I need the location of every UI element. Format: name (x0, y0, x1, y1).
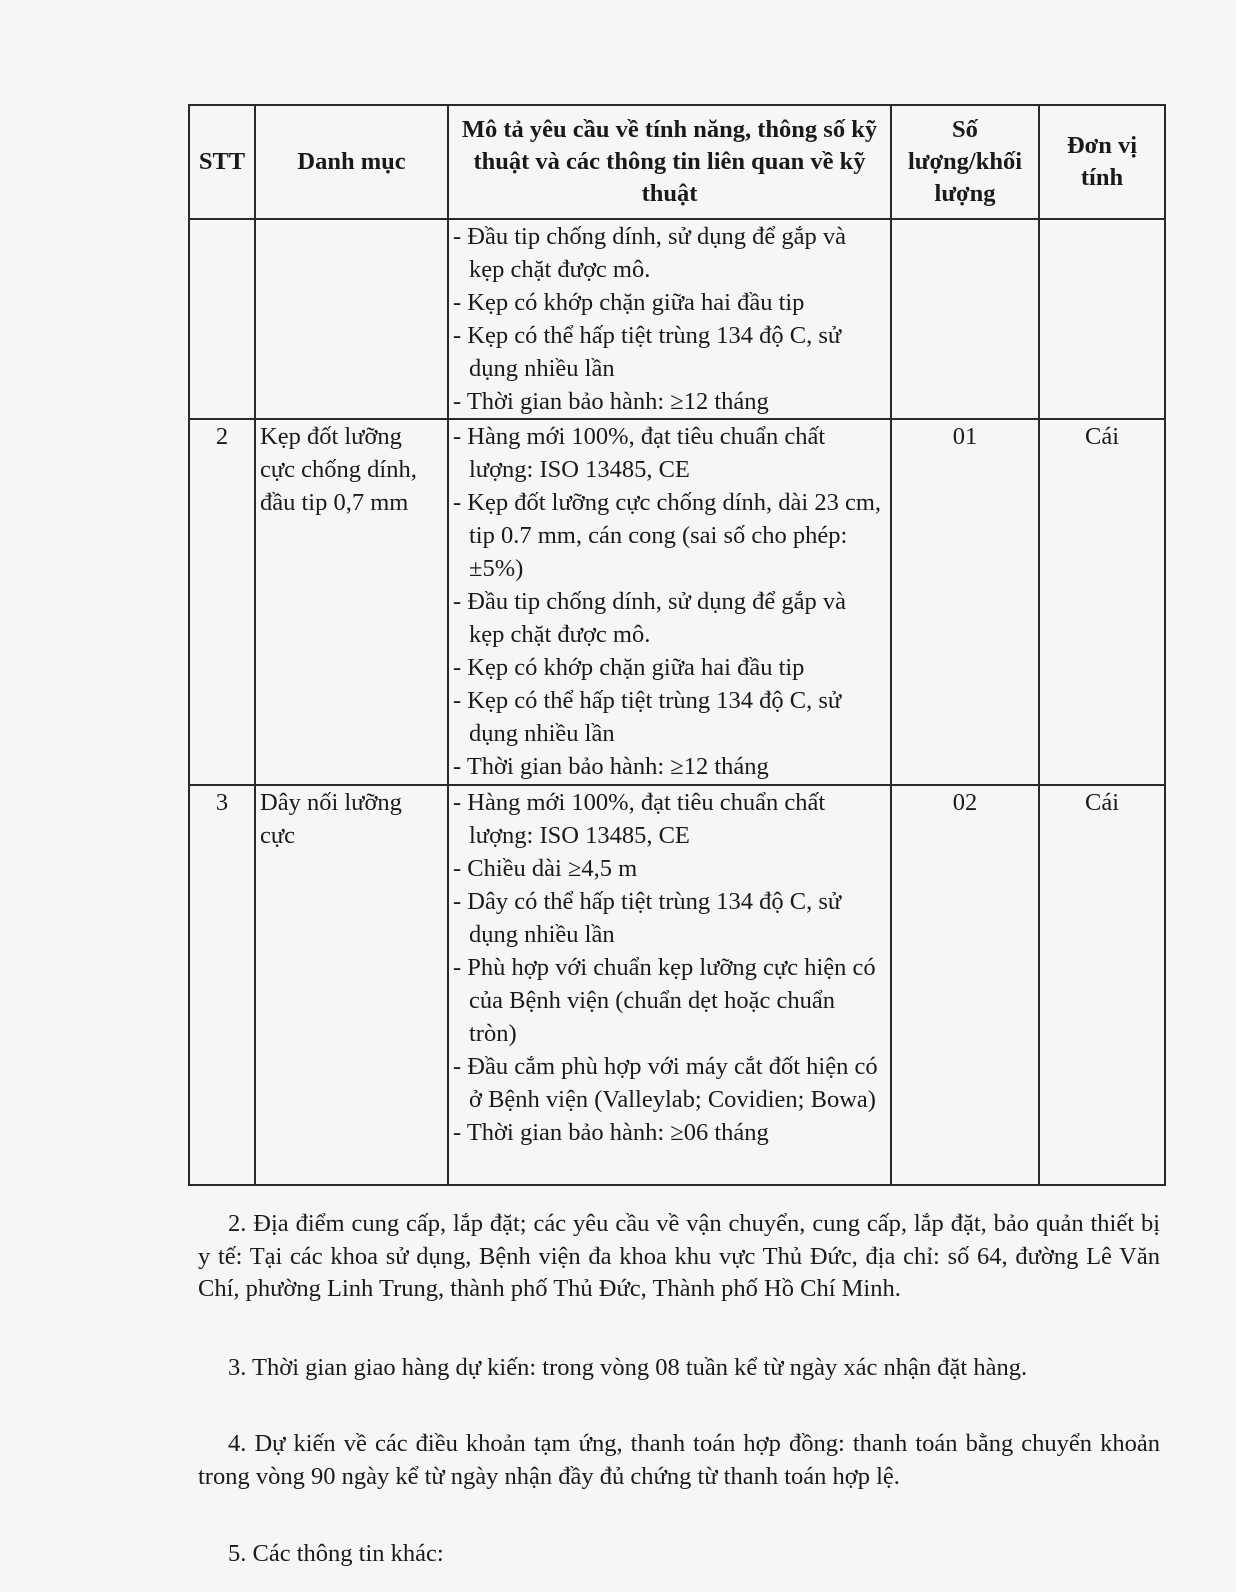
spec-line: - Chiều dài ≥4,5 m (453, 855, 638, 882)
header-stt: STT (189, 105, 255, 219)
spec-line: - Đầu tip chống dính, sử dụng để gắp và kẹp chặt được mô. (453, 223, 846, 283)
spec-line: - Kẹp có khớp chặn giữa hai đầu tip (453, 654, 805, 681)
cell-danh-muc (255, 219, 448, 419)
table-row (189, 419, 1165, 785)
cell-don-vi: Cái (1039, 785, 1165, 1185)
header-so-luong: Số lượng/khối lượng (891, 105, 1039, 219)
spec-line: - Đầu tip chống dính, sử dụng để gắp và kẹp chặt được mô. (453, 588, 846, 648)
cell-so-luong: 01 (891, 419, 1039, 785)
table-header-row (189, 105, 1165, 219)
spec-line: - Thời gian bảo hành: ≥12 tháng (453, 388, 769, 415)
header-danh-muc: Danh mục (255, 105, 448, 219)
paragraph-delivery-time: 3. Thời gian giao hàng dự kiến: trong vòng 08 tuần kể từ ngày xác nhận đặt hàng. (228, 1354, 1028, 1381)
cell-don-vi (1039, 219, 1165, 419)
cell-so-luong (891, 219, 1039, 419)
spec-line: - Kẹp có thể hấp tiệt trùng 134 độ C, sử dụng nhiều lần (453, 687, 842, 747)
cell-danh-muc: Kẹp đốt lưỡng cực chống dính, đầu tip 0,7 mm (255, 419, 448, 785)
cell-mo-ta (448, 419, 891, 785)
spec-line: - Thời gian bảo hành: ≥06 tháng (453, 1119, 769, 1146)
table-row (189, 785, 1165, 1185)
cell-stt: 2 (189, 419, 255, 785)
spec-line: - Phù hợp với chuẩn kẹp lưỡng cực hiện có của Bệnh viện (chuẩn dẹt hoặc chuẩn tròn) (453, 954, 876, 1047)
cell-danh-muc: Dây nối lưỡng cực (255, 785, 448, 1185)
cell-mo-ta (448, 219, 891, 419)
spec-line: - Hàng mới 100%, đạt tiêu chuẩn chất lượng: ISO 13485, CE (453, 789, 826, 849)
header-don-vi: Đơn vị tính (1039, 105, 1165, 219)
cell-mo-ta (448, 785, 891, 1185)
spec-line: - Kẹp có thể hấp tiệt trùng 134 độ C, sử dụng nhiều lần (453, 322, 842, 382)
spec-line: - Thời gian bảo hành: ≥12 tháng (453, 753, 769, 780)
paragraph-other-info: 5. Các thông tin khác: (228, 1540, 444, 1567)
cell-stt (189, 219, 255, 419)
spec-line: - Hàng mới 100%, đạt tiêu chuẩn chất lượng: ISO 13485, CE (453, 423, 826, 483)
table-row (189, 219, 1165, 419)
paragraph-payment-terms: 4. Dự kiến về các điều khoản tạm ứng, thanh toán hợp đồng: thanh toán bằng chuyển khoản trong vòng 90 ngày kể từ ngày nhận đầy đủ chứng từ thanh toán hợp lệ. (198, 1430, 1160, 1490)
header-mo-ta: Mô tả yêu cầu về tính năng, thông số kỹ thuật và các thông tin liên quan về kỹ thuật (448, 105, 891, 219)
specification-table (188, 104, 1166, 1186)
cell-don-vi: Cái (1039, 419, 1165, 785)
spec-line: - Dây có thể hấp tiệt trùng 134 độ C, sử dụng nhiều lần (453, 888, 842, 948)
paragraph-delivery-location: 2. Địa điểm cung cấp, lắp đặt; các yêu cầu về vận chuyển, cung cấp, lắp đặt, bảo quản thiết bị y tế: Tại các khoa sử dụng, Bệnh viện đa khoa khu vực Thủ Đức, địa chỉ: số 64, đường Lê Văn Chí, phường Linh Trung, thành phố Thủ Đức, Thành phố Hồ Chí Minh. (198, 1210, 1160, 1302)
spec-line: - Kẹp đốt lưỡng cực chống dính, dài 23 cm, tip 0.7 mm, cán cong (sai số cho phép: ±5%) (453, 489, 882, 582)
cell-so-luong: 02 (891, 785, 1039, 1185)
spec-line: - Đầu cắm phù hợp với máy cắt đốt hiện có ở Bệnh viện (Valleylab; Covidien; Bowa) (453, 1053, 878, 1113)
cell-stt: 3 (189, 785, 255, 1185)
spec-line: - Kẹp có khớp chặn giữa hai đầu tip (453, 289, 805, 316)
